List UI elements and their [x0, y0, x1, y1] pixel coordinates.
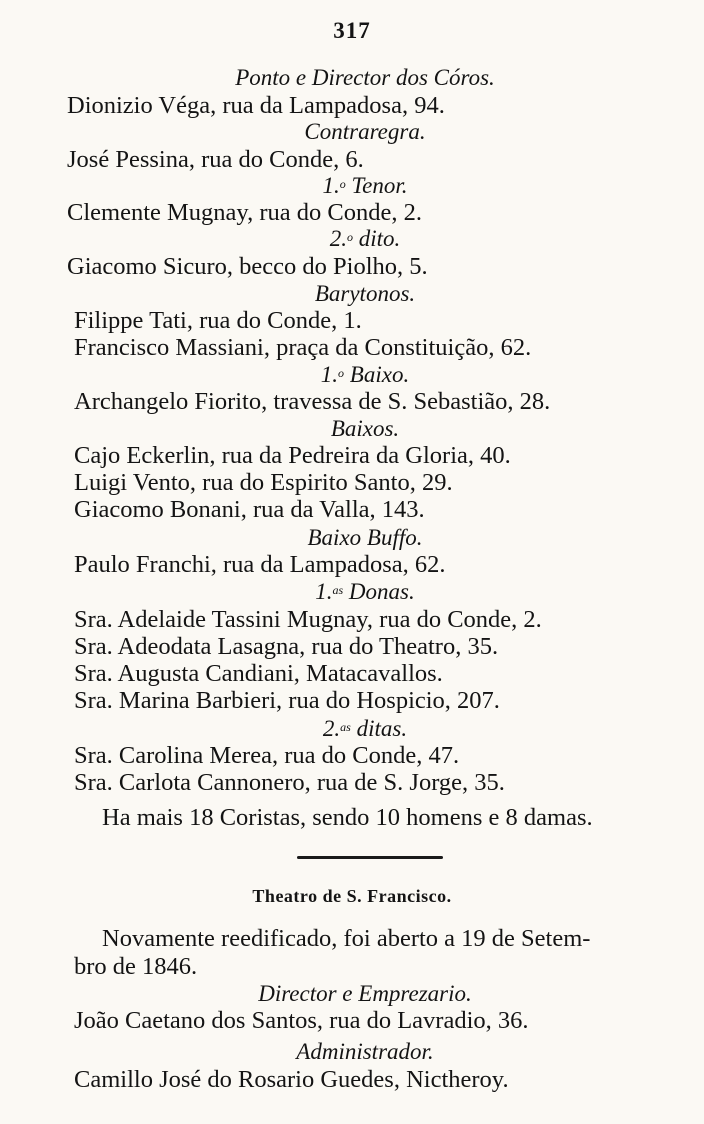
- entry-augusta-candiani: Sra. Augusta Candiani, Matacavallos.: [74, 660, 443, 687]
- heading-text: dito.: [358, 226, 401, 251]
- section-heading-1-tenor: [60, 172, 670, 200]
- heading-text: Tenor.: [351, 173, 408, 198]
- director-heading: Director e Emprezario.: [258, 981, 472, 1006]
- entry-carlota-cannonero: Sra. Carlota Cannonero, rua de S. Jorge, 35.: [74, 769, 505, 796]
- chorus-note: Ha mais 18 Coristas, sendo 10 homens e 8 damas.: [102, 804, 593, 831]
- section-heading-contraregra: Contraregra.: [304, 119, 426, 144]
- heading-superscript: as: [340, 720, 351, 734]
- heading-number: 1.: [320, 362, 339, 387]
- entry-giacomo-sicuro: Giacomo Sicuro, becco do Piolho, 5.: [67, 253, 428, 280]
- heading-text: Baixo.: [349, 362, 410, 387]
- heading-number: 2.: [329, 226, 347, 251]
- entry-camillo-guedes: Camillo José do Rosario Guedes, Nictheroy.: [74, 1066, 509, 1093]
- section-divider: [297, 856, 443, 859]
- section-heading-ponto: Ponto e Director dos Córos.: [235, 65, 495, 90]
- entry-luigi-vento: Luigi Vento, rua do Espirito Santo, 29.: [74, 469, 453, 496]
- heading-superscript: o: [346, 230, 353, 244]
- theatre-intro-line-2: bro de 1846.: [74, 953, 198, 980]
- theatre-title: Theatro de S. Francisco.: [252, 886, 452, 906]
- entry-jose-pessina: José Pessina, rua do Conde, 6.: [67, 146, 364, 173]
- heading-superscript: as: [332, 583, 344, 597]
- theatre-intro-line-1: Novamente reedificado, foi aberto a 19 de Setem-: [102, 925, 591, 952]
- heading-text: Donas.: [348, 579, 415, 604]
- section-heading-1-baixo: [60, 361, 670, 389]
- section-heading-1-donas: [60, 578, 670, 606]
- entry-giacomo-bonani: Giacomo Bonani, rua da Valla, 143.: [74, 496, 425, 523]
- entry-clemente-mugnay: Clemente Mugnay, rua do Conde, 2.: [67, 199, 422, 226]
- section-heading-baixos: Baixos.: [330, 416, 400, 441]
- heading-superscript: o: [339, 177, 346, 191]
- administrator-heading: Administrador.: [296, 1039, 434, 1064]
- entry-adeodata-lasagna: Sra. Adeodata Lasagna, rua do Theatro, 35.: [74, 633, 499, 660]
- entry-filippe-tati: Filippe Tati, rua do Conde, 1.: [74, 307, 362, 334]
- section-heading-2-dito: [60, 225, 670, 253]
- entry-carolina-merea: Sra. Carolina Merea, rua do Conde, 47.: [74, 742, 460, 769]
- heading-number: 1.: [315, 579, 333, 604]
- page-number: 317: [333, 18, 371, 43]
- entry-paulo-franchi: Paulo Franchi, rua da Lampadosa, 62.: [74, 551, 446, 578]
- heading-superscript: o: [338, 366, 345, 380]
- section-heading-baixo-buffo: Baixo Buffo.: [307, 525, 423, 550]
- entry-archangelo-fiorito: Archangelo Fiorito, travessa de S. Sebastião, 28.: [74, 388, 551, 415]
- entry-adelaide-tassini: Sra. Adelaide Tassini Mugnay, rua do Conde, 2.: [74, 606, 542, 633]
- heading-text: ditas.: [356, 716, 408, 741]
- heading-number: 2.: [322, 716, 341, 741]
- section-heading-2-ditas: [60, 715, 670, 743]
- section-heading-barytonos: Barytonos.: [314, 281, 416, 306]
- entry-cajo-eckerlin: Cajo Eckerlin, rua da Pedreira da Gloria, 40.: [74, 442, 511, 469]
- entry-francisco-massiani: Francisco Massiani, praça da Constituição, 62.: [74, 334, 532, 361]
- heading-number: 1.: [322, 173, 340, 198]
- entry-joao-caetano: João Caetano dos Santos, rua do Lavradio, 36.: [74, 1007, 529, 1034]
- entry-marina-barbieri: Sra. Marina Barbieri, rua do Hospicio, 207.: [74, 687, 500, 714]
- entry-dionizio-vega: Dionizio Véga, rua da Lampadosa, 94.: [67, 92, 445, 119]
